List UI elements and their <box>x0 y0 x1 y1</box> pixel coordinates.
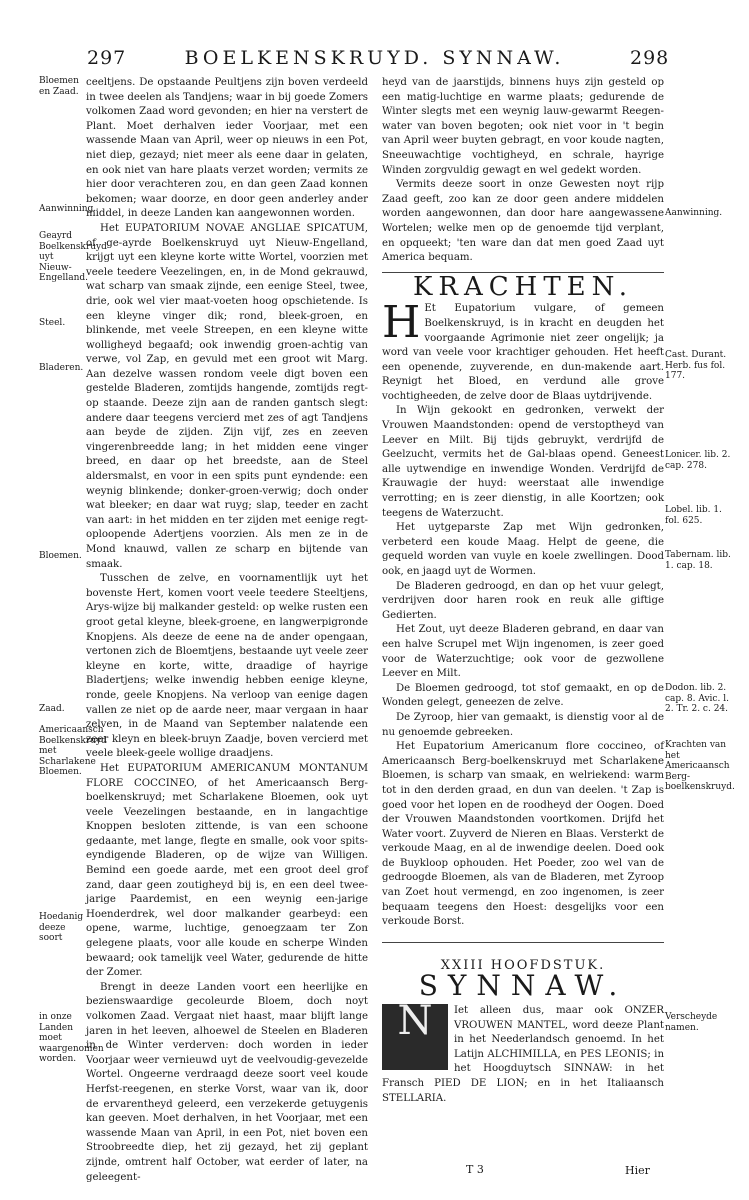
section-title: KRACHTEN. <box>412 271 634 302</box>
paragraph: Vermits deeze soort in onze Gewesten noyt rijp Zaad geeft, zoo kan ze door geen andere middelen worden aangewonnen, dan door hare aangewassene Wortelen; welke men op de genoemde tijd verplant, en opqueekt; 'ten ware dan dat men goed Zaad uyt America bequam. <box>382 179 664 264</box>
margin-note: Bloemen. <box>39 551 82 561</box>
left-column <box>86 76 368 1185</box>
rule <box>382 272 664 273</box>
paragraph: Het Eupatorium Americanum flore coccineo, of Americaansch Berg-boelkenskruyd met Scharlakene Bloemen, is scharp van smaak, en welriekend: warm tot in den derden graad, en dun van deelen. 't Zap is goed voor het lopen en de roodheyd der Oogen. Doed der Vrouwen Maandstonden voortkomen. Drijfd het Water voort. Zuyverd de Nieren en Blaas. Versterkt de verkoude Maag, en al de inwendige deelen. Doed ook de Buykloop ophouden. Het Poeder, zoo wel van de gedroogde Bloemen, als van de Bladeren, met Zyroop van Zoet hout vermengd, en zoo ingenomen, is zeer bequaam teegens den Hoest: desgelijks voor een verkoude Borst. <box>382 741 664 928</box>
margin-note: in onze Landen moet waargenomen worden. <box>39 1012 104 1064</box>
paragraph: Het uytgeparste Zap met Wijn gedronken, verbeterd een koude Maag. Helpt de geene, die gequeld worden van vuyle en koele zwellingen. Dood ook, en jaagd uyt de Wormen. <box>382 522 664 577</box>
margin-note: Aanwinning. <box>39 204 97 214</box>
margin-note: Americaansch Boelkenskruyd met Scharlakene Bloemen. <box>39 725 107 777</box>
paragraph: Het EUPATORIUM NOVAE ANGLIAE SPICATUM, of ge-ayrde Boelkenskruyd uyt Nieuw-Engelland, krijgt uyt een kleyne korte witte Wortel, voorzien met veele teedere Veezelingen, en, in de Mond gekrauwd, wat scharp van smaak zijnde, een eenige Steel, twee, drie, ook wel vier maat-voeten hoog opschietende. Is een kleyne vinger dik; rond, bleek-groen, en blinkende, met veele Streepen, en een kleyne witte wolligheyd begaafd; ook inwendig groen-achtig van verwe, vol Zap, en gevuld met een groot wit Marg. Aan dezelve wassen rondom veele digt boven een gestelde Bladeren, zomtijds hangende, zomtijds regt-op staande. Deeze zijn aan de randen gantsch slegt: andere daar teegens vercierd met zes of agt Tandjens aan beyde de zijden. Zijn vijf, zes en zeeven vingerenbreedde lang; in het midden eene vinger breed, en daar op het breedste, aan de Steel aldersmalst, en voor in een spits punt eyndende: een weynig blinkende; donker-groen-verwig; doch onder wat bleeker; en daar wat ruyg; slap, teeder en zacht van aart: in het midden en ter zijden met eenige regt-oploopende Adertjens voorzien. Als men ze in de Mond knauwd, vallen ze scharp en bijtende van smaak. <box>86 222 368 570</box>
paragraph-text: Et Eupatorium vulgare, of gemeen Boelkenskruyd, is in kracht en deugden het voorgaande Agrimonie niet zeer ongelijk; ja word van veele voor krachtiger gehouden. Het heeft een openende, zuyverende, en dun-makende aart. Reynigt het Bloed, en verdund alle grove vochtigheeden, de zelve door de Blaas uytdrijvende. <box>382 303 664 402</box>
drop-cap: H <box>382 297 421 349</box>
margin-note: Steel. <box>39 318 66 328</box>
paragraph: ceeltjens. De opstaande Peultjens zijn boven verdeeld in twee deelen als Tandjens; waar in bij goede Zomers volkomen Zaad word gevonden; en hier na verstert de Plant. Moet derhalven ieder Voorjaar, met een wassende Maan van April, weer op nieuws in een Pot, niet diep, gezayd; niet meer als eene daar in gelaten, en ook niet van hare plaats verzet worden; vermits ze hier door verachteren zou, en dan geen Zaad konnen bekomen; waar doorze, en door geen anderley ander middel, in deeze Landen kan aangewonnen worden. <box>86 77 368 220</box>
margin-note: Krachten van het Americaansch Berg-boelkenskruyd. <box>665 740 735 792</box>
left-page-number: 297 <box>87 47 127 69</box>
catchword: Hier <box>625 1164 650 1177</box>
margin-note: Lonicer. lib. 2. cap. 278. <box>665 450 731 471</box>
margin-note: Cast. Durant. Herb. fus fol. 177. <box>665 350 727 381</box>
decorated-initial: N <box>382 1004 448 1070</box>
paragraph: Het EUPATORIUM AMERICANUM MONTANUM FLORE COCCINEO, of het Americaansch Berg-boelkenskruyd; met Scharlakene Bloemen, ook uyt veele Veezelingen bestaande, en in langachtige Knoppen besloten zittende, is van een schoone gedaante, met lange, flegte en smalle, ook voor spits-eyndigende Bladeren, op de wijze van Willigen. Bemind een goede aarde, met een groot deel grof zand, daar geen zoutigheyd bij is, en een deel twee-jarige Paardemist, en een weynig een-jarige Hoenderdrek, wel door malkander gearbeyd: een opene, warme, luchtige, genoegzaam ter Zon gelegene plaats, voor alle koude en scherpe Winden bewaard; ook tamelijk veel Water, gedurende de hitte der Zomer. <box>86 762 368 979</box>
margin-note: Dodon. lib. 2. cap. 8. Avic. l. 2. Tr. 2. c. 24. <box>665 683 729 714</box>
paragraph: De Bloemen gedroogd, tot stof gemaakt, en op de Wonden gelegt, geneezen de zelve. <box>382 682 664 709</box>
margin-note: Tabernam. lib. 1. cap. 18. <box>665 550 731 571</box>
paragraph: heyd van de jaarstijds, binnens huys zijn gesteld op een matig-luchtige en warme plaats; gedurende de Winter slegts met een weynig lauw-gewarmt Reegen-water van boven begoten; ook niet voor in 't begin van April weer buyten gebragt, en voor koude nagten, Sneeuwachtige vochtigheyd, en schrale, hayrige Winden zorgvuldig gewagt en wel gedekt worden. <box>382 77 664 176</box>
paragraph <box>382 297 664 404</box>
paragraph-text: Iet alleen dus, maar ook ONZER VROUWEN MANTEL, word deeze Plant in het Neederlandsch genoemd. In het Latijn ALCHIMILLA, en PES LEONIS; in het Hoogduytsch SINNAW: in het Fransch PIED DE LION; en in het Italiaansch STELLARIA. <box>382 1005 664 1104</box>
margin-note: Bloemen en Zaad. <box>39 76 79 97</box>
margin-note: Verscheyde namen. <box>665 1012 718 1033</box>
chapter-title: SYNNAW. <box>418 969 628 1003</box>
paragraph: Brengt in deeze Landen voort een heerlijke en bezienswaardige gecoleurde Bloem, doch noyt volkomen Zaad. Vergaat niet haast, maar blijft lange jaren in het leeven, alhoewel de Steelen en Bladeren in de Winter verderven: doch worden in ieder Voorjaar weer vernieuwd uyt de veelvoudig-gevezelde Wortel. Ongeerne verdraagd deeze soort veel koude Herfst-reegenen, en sterke Vorst, waar van ik, door de ervarentheyd geleerd, een verzekerde getuygenis kan geeven. Moet derhalven, in het Voorjaar, met een wassende Maan van April, in een Pot, niet boven een Stroobreedte diep, het zij gezayd, het zij geplant zijnde, omtrent half October, wat eerder of later, na geleegent- <box>86 981 368 1183</box>
margin-note: Zaad. <box>39 704 65 714</box>
paragraph: De Bladeren gedroogd, en dan op het vuur gelegt, verdrijven door haren rook en reuk alle giftige Gedierten. <box>382 580 664 621</box>
chapter-label: XXIII HOOFDSTUK. <box>440 957 606 973</box>
margin-note: Lobel. lib. 1. fol. 625. <box>665 505 722 526</box>
section-heading <box>382 271 664 302</box>
rule <box>382 942 664 943</box>
paragraph: In Wijn gekookt en gedronken, verwekt der Vrouwen Maandstonden: opend de verstoptheyd van Leever en Milt. Bij tijds gebruykt, verdrijfd de Geelzucht, vermits het de Gal-blaas opend. Geneest alle uytwendige en inwendige Wonden. Verdrijfd de Krauwagie der huyd: weerstaat alle inwendige verrotting; en is zeer dienstig, in alle Koortzen; ook teegens de Waterzucht. <box>382 405 664 519</box>
margin-note: Bladeren. <box>39 363 84 373</box>
right-page-number: 298 <box>630 47 670 69</box>
margin-note: Geayrd Boelkenskruyd uyt Nieuw-Engelland. <box>39 231 107 283</box>
paragraph: Het Zout, uyt deeze Bladeren gebrand, en daar van een halve Scrupel met Wijn ingenomen, is zeer goed voor de Waterzuchtige; ook voor de gezwollene Leever en Milt. <box>382 624 664 680</box>
running-title: BOELKENSKRUYD. SYNNAW. <box>184 47 565 69</box>
right-column <box>382 76 664 1106</box>
margin-note: Aanwinning. <box>665 208 723 218</box>
paragraph: De Zyroop, hier van gemaakt, is dienstig voor al de nu genoemde gebreeken. <box>382 711 664 738</box>
paragraph <box>382 998 664 1106</box>
running-header <box>0 47 749 75</box>
paragraph: Tusschen de zelve, en voornamentlijk uyt het bovenste Hert, komen voort veele teedere Steeltjens, Arys-wijze bij malkander gesteld: op welke rusten een groot getal kleyne, bleek-groene, en langwerpigronde Knopjens. Als deeze de eene na de ander opengaan, vertonen zich de Bloemtjens, bestaande uyt veele zeer kleyne en korte, witte, draadige of hayrige Bladertjens; welke inwendig hebben eenige kleyne, ronde, geele Knopjens. Na verloop van eenige dagen vallen ze niet op de aarde neer, maar vergaan in haar zelven, in de Maand van September nalatende een zeer kleyn en bleek-bruyn Zaadje, boven vercierd met veele bleek-geele wollige draadjens. <box>86 573 368 760</box>
margin-note: Hoedanig deeze soort <box>39 912 84 943</box>
signature-mark: T 3 <box>466 1163 484 1176</box>
